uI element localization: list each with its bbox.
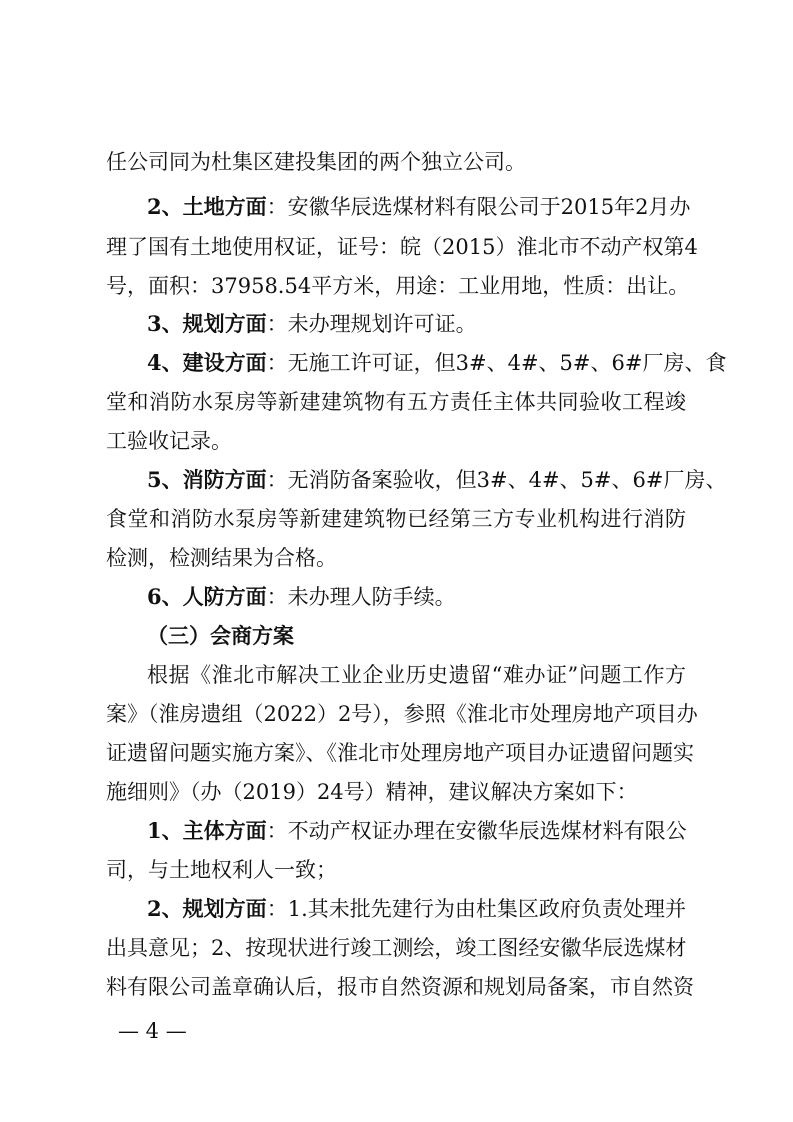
subject-heading: 1、主体方面: [147, 818, 267, 843]
paragraph-line: 证遗留问题实施方案》、《淮北市处理房地产项目办证遗留问题实: [106, 741, 694, 765]
paragraph-line: 食堂和消防水泵房等新建建筑物已经第三方专业机构进行消防: [106, 507, 686, 531]
land-heading: 2、土地方面: [147, 194, 267, 219]
planning-solution-heading: 2、规划方面: [147, 896, 267, 921]
paragraph-line: 工验收记录。: [106, 429, 232, 453]
paragraph-line: 司，与土地权利人一致；: [106, 858, 337, 882]
civil-defense-paragraph: 6、人防方面：未办理人防手续。: [147, 584, 456, 609]
paragraph-line: 出具意见；2、按现状进行竣工测绘，竣工图经安徽华辰选煤材: [106, 936, 687, 960]
page-number: — 4 —: [118, 1019, 187, 1043]
paragraph-line: 根据《淮北市解决工业企业历史遗留“难办证”问题工作方: [147, 663, 686, 687]
fire-heading: 5、消防方面: [147, 467, 267, 492]
paragraph-line: 施细则》（办（2019）24号）精神，建议解决方案如下：: [106, 780, 638, 804]
paragraph-line: 案》（淮房遗组（2022）2号），参照《淮北市处理房地产项目办: [106, 702, 698, 726]
paragraph-line: 料有限公司盖章确认后，报市自然资源和规划局备案，市自然资: [106, 975, 694, 999]
planning-heading: 3、规划方面: [147, 311, 267, 336]
fire-paragraph: 5、消防方面：无消防备案验收，但3#、4#、5#、6#厂房、: [147, 467, 727, 492]
land-paragraph: 2、土地方面：安徽华辰选煤材料有限公司于2015年2月办: [147, 194, 691, 219]
paragraph-line: 理了国有土地使用权证，证号：皖（2015）淮北市不动产权第4: [106, 235, 698, 259]
paragraph-line: 任公司同为杜集区建投集团的两个独立公司。: [106, 150, 526, 174]
paragraph-line: 号，面积：37958.54平方米，用途：工业用地，性质：出让。: [106, 274, 690, 298]
construction-paragraph: 4、建设方面：无施工许可证，但3#、4#、5#、6#厂房、食: [147, 350, 727, 375]
construction-heading: 4、建设方面: [147, 350, 267, 375]
subject-paragraph: 1、主体方面：不动产权证办理在安徽华辰选煤材料有限公: [147, 818, 687, 843]
paragraph-line: 检测，检测结果为合格。: [106, 546, 337, 570]
civil-defense-heading: 6、人防方面: [147, 584, 267, 609]
planning-paragraph: 3、规划方面：未办理规划许可证。: [147, 311, 477, 336]
section-title: （三）会商方案: [147, 623, 294, 648]
paragraph-line: 堂和消防水泵房等新建建筑物有五方责任主体共同验收工程竣: [106, 390, 686, 414]
planning-solution-paragraph: 2、规划方面：1.其未批先建行为由杜集区政府负责处理并: [147, 896, 686, 921]
